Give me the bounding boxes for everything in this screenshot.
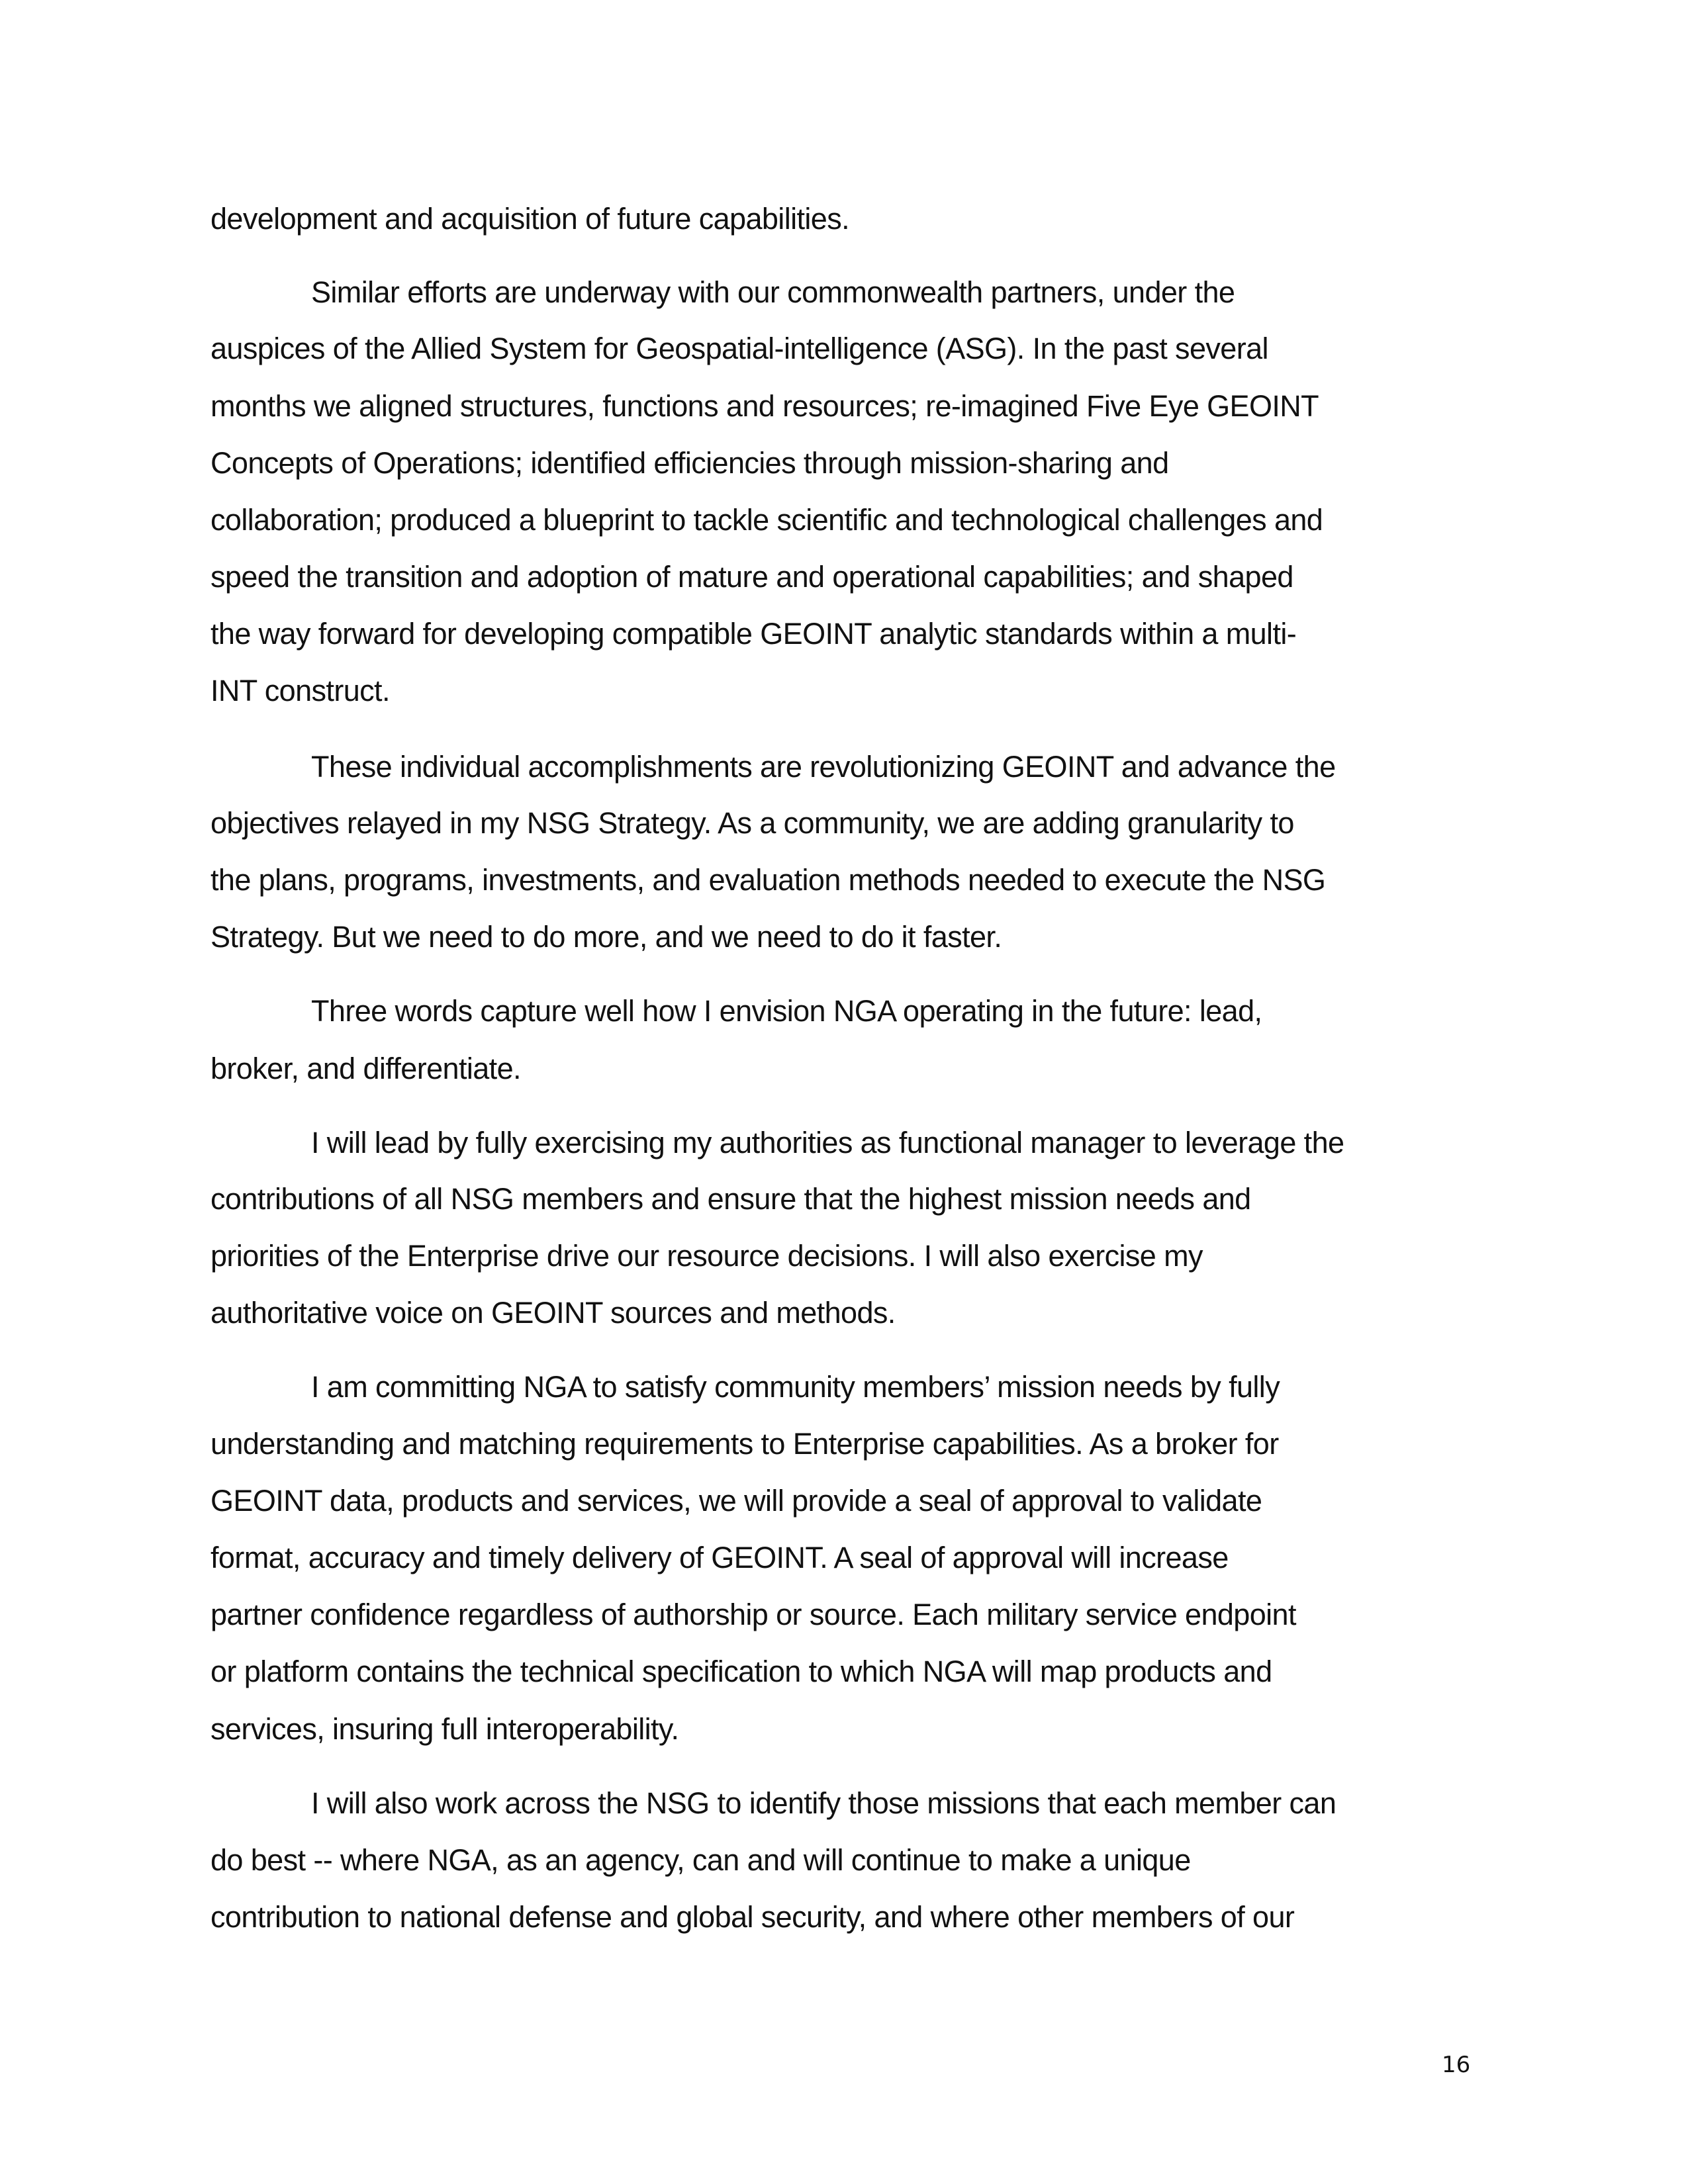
paragraph-7-line-1: I will also work across the NSG to identify those missions that each member can: [311, 1786, 1336, 1820]
paragraph-2-line-4: Concepts of Operations; identified efficiencies through mission-sharing and: [211, 446, 1169, 480]
paragraph-6-line-5: partner confidence regardless of authorship or source. Each military service endpoint: [211, 1598, 1296, 1631]
paragraph-2-line-8: INT construct.: [211, 674, 390, 707]
paragraph-2-line-1: Similar efforts are underway with our commonwealth partners, under the: [311, 275, 1235, 309]
paragraph-6-line-4: format, accuracy and timely delivery of GEOINT. A seal of approval will increase: [211, 1541, 1229, 1574]
paragraph-3-line-4: Strategy. But we need to do more, and we need to do it faster.: [211, 920, 1002, 954]
paragraph-2-line-7: the way forward for developing compatible GEOINT analytic standards within a multi-: [211, 617, 1297, 651]
paragraph-6-line-7: services, insuring full interoperability.: [211, 1712, 679, 1746]
paragraph-6-line-3: GEOINT data, products and services, we will provide a seal of approval to validate: [211, 1484, 1262, 1518]
paragraph-5-line-2: contributions of all NSG members and ensure that the highest mission needs and: [211, 1182, 1251, 1216]
paragraph-3-line-2: objectives relayed in my NSG Strategy. As a community, we are adding granularity to: [211, 806, 1294, 840]
paragraph-7-line-2: do best -- where NGA, as an agency, can and will continue to make a unique: [211, 1843, 1191, 1877]
paragraph-5-line-4: authoritative voice on GEOINT sources and methods.: [211, 1296, 896, 1330]
paragraph-6-line-1: I am committing NGA to satisfy community members’ mission needs by fully: [311, 1370, 1280, 1404]
paragraph-4-line-1: Three words capture well how I envision NGA operating in the future: lead,: [311, 994, 1262, 1028]
paragraph-2-line-5: collaboration; produced a blueprint to tackle scientific and technological challenges and: [211, 503, 1323, 537]
paragraph-3-line-3: the plans, programs, investments, and evaluation methods needed to execute the NSG: [211, 863, 1326, 897]
paragraph-5-line-1: I will lead by fully exercising my authorities as functional manager to leverage the: [311, 1126, 1344, 1160]
paragraph-4-line-2: broker, and differentiate.: [211, 1052, 521, 1085]
paragraph-6-line-6: or platform contains the technical specification to which NGA will map products and: [211, 1655, 1272, 1688]
paragraph-5-line-3: priorities of the Enterprise drive our resource decisions. I will also exercise my: [211, 1239, 1203, 1273]
paragraph-2-line-6: speed the transition and adoption of mature and operational capabilities; and shaped: [211, 560, 1293, 594]
paragraph-6-line-2: understanding and matching requirements to Enterprise capabilities. As a broker for: [211, 1427, 1279, 1461]
page-number: 16: [1442, 2052, 1471, 2078]
paragraph-2-line-2: auspices of the Allied System for Geospatial-intelligence (ASG). In the past several: [211, 332, 1268, 365]
paragraph-3-line-1: These individual accomplishments are revolutionizing GEOINT and advance the: [311, 750, 1336, 784]
paragraph-1-line-1: development and acquisition of future capabilities.: [211, 202, 850, 236]
paragraph-2-line-3: months we aligned structures, functions and resources; re-imagined Five Eye GEOINT: [211, 389, 1319, 423]
paragraph-7-line-3: contribution to national defense and global security, and where other members of our: [211, 1900, 1295, 1934]
